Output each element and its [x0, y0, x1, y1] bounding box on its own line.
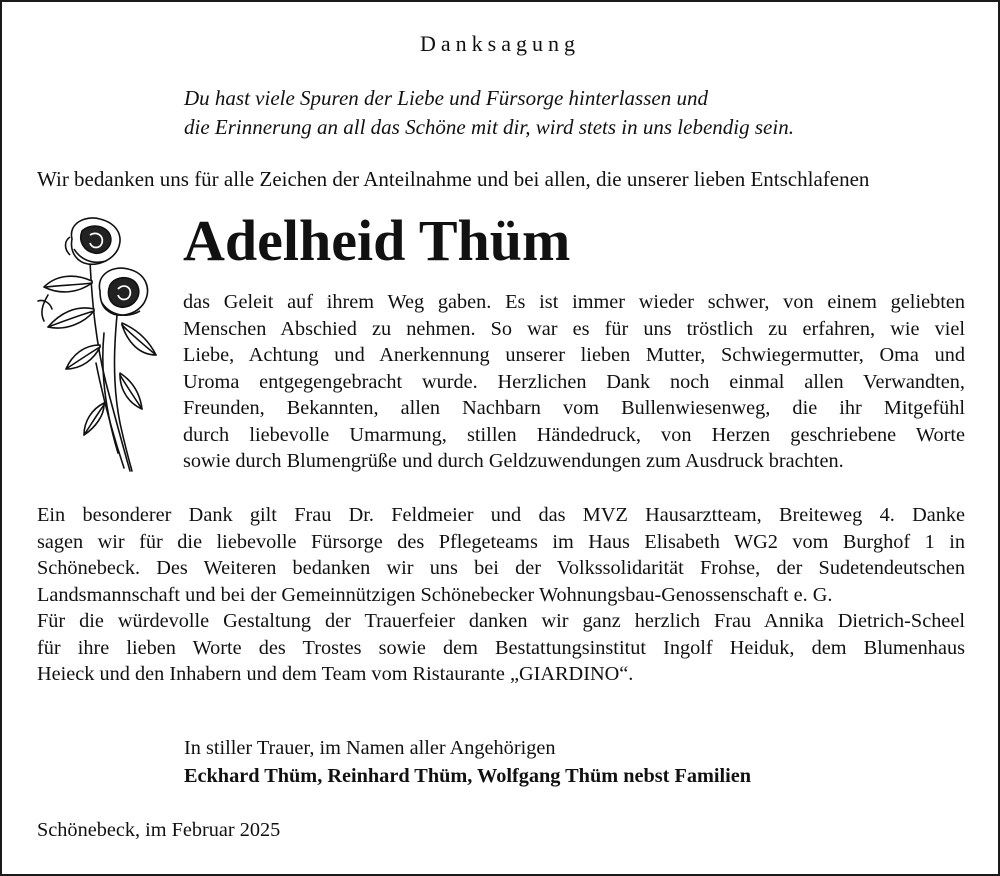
thanks-line: Ein besonderer Dank gilt Frau Dr. Feldmeier und das MVZ Hausarztteam, Breiteweg 4. Danke: [37, 504, 965, 526]
mourning-line: In stiller Trauer, im Namen aller Angehörigen: [184, 737, 556, 759]
body-paragraph: [183, 289, 965, 475]
body-line: das Geleit auf ihrem Weg gaben. Es ist immer wieder schwer, von einem geliebten: [183, 291, 965, 313]
body-line: Liebe, Achtung und Anerkennung unserer lieben Mutter, Schwiegermutter, Oma und: [183, 344, 965, 366]
quote-line: die Erinnerung an all das Schöne mit dir, wird stets in uns lebendig sein.: [184, 115, 794, 139]
thanks-line: Heieck und den Inhabern und dem Team vom Ristaurante „GIARDINO“.: [37, 663, 634, 685]
body-line: durch liebevolle Umarmung, stillen Händedruck, von Herzen geschriebene Worte: [183, 423, 965, 446]
place-date: Schönebeck, im Februar 2025: [37, 819, 281, 841]
thanks-line: für ihre lieben Worte des Trostes sowie dem Bestattungsinstitut Ingolf Heiduk, dem Blumenhaus: [37, 636, 965, 659]
thanks-line: Für die würdevolle Gestaltung der Trauerfeier danken wir ganz herzlich Frau Annika Dietrich-Scheel: [37, 610, 965, 632]
quote-line: Du hast viele Spuren der Liebe und Fürsorge hinterlassen und: [184, 86, 708, 110]
deceased-name: Adelheid Thüm: [183, 208, 571, 273]
thanks-line: Landsmannschaft und bei der Gemeinnützigen Schönebecker Wohnungsbau-Genossenschaft e. G.: [37, 583, 833, 606]
thanks-paragraph: [37, 502, 965, 688]
heading: Danksagung: [420, 31, 580, 56]
family-names: Eckhard Thüm, Reinhard Thüm, Wolfgang Thüm nebst Familien: [184, 765, 752, 787]
body-line: Menschen Abschied zu nehmen. So war es für uns tröstlich zu erfahren, wie viel: [183, 317, 965, 340]
quote: [184, 84, 794, 142]
rose-icon: [34, 213, 164, 475]
body-line: sowie durch Blumengrüße und durch Geldzuwendungen zum Ausdruck brachten.: [183, 450, 844, 472]
intro-text: Wir bedanken uns für alle Zeichen der Anteilnahme und bei allen, die unserer lieben Entschlafenen: [37, 167, 870, 191]
thanks-line: sagen wir für die liebevolle Fürsorge des Pflegeteams im Haus Elisabeth WG2 vom Burghof 1 in: [37, 530, 965, 553]
body-line: Freunden, Bekannten, allen Nachbarn vom Bullenwiesenweg, die ihr Mitgefühl: [183, 397, 965, 419]
thanks-line: Schönebeck. Des Weiteren bedanken wir uns bei der Volkssolidarität Frohse, der Sudetendeutschen: [37, 557, 965, 579]
body-line: Uroma entgegengebracht wurde. Herzlichen Dank noch einmal allen Verwandten,: [183, 370, 965, 393]
